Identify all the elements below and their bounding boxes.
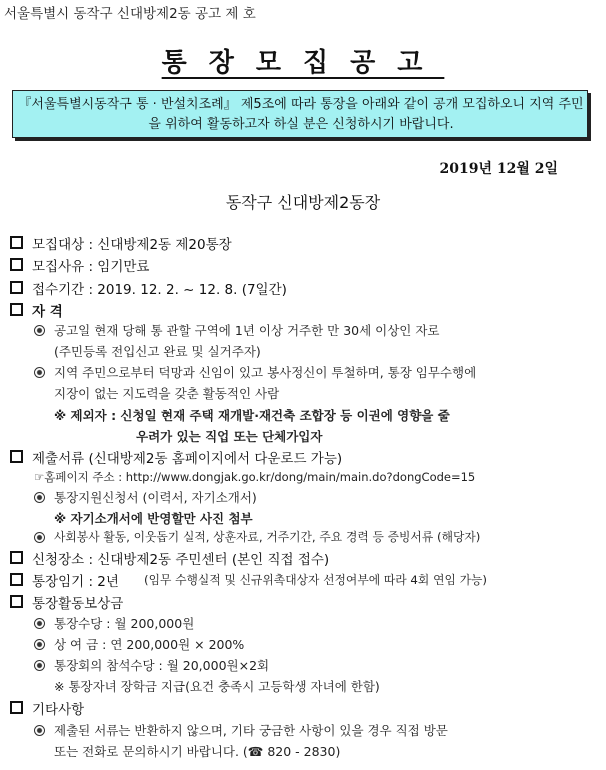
qualification-2: 지역 주민으로부터 덕망과 신임이 있고 봉사정신이 투철하며, 통장 임무수행에 <box>54 365 477 380</box>
application-place: 신청장소 : 신대방제2동 주민센터 (본인 직접 접수) <box>32 552 330 568</box>
term-detail: (임무 수행실적 및 신규위촉대상자 선정여부에 따라 4회 연임 가능) <box>144 573 488 587</box>
recruit-target: 모집대상 : 신대방제2동 제20통장 <box>32 237 232 253</box>
etc-title: 기타사항 <box>32 702 85 718</box>
checkbox-icon <box>10 701 23 714</box>
documents-title: 제출서류 (신대방제2동 홈페이지에서 다운로드 가능) <box>32 451 343 467</box>
documents-1-note: ※ 자기소개서에 반영할만 사진 첨부 <box>54 511 253 526</box>
checkbox-icon <box>10 281 23 294</box>
documents-1: 통장지원신청서 (이력서, 자기소개서) <box>54 490 257 505</box>
bullet-icon <box>34 492 45 503</box>
scholarship-note: ※ 통장자녀 장학금 지급(요건 충족시 고등학생 자녀에 한함) <box>54 679 380 694</box>
notice-text: 『서울특별시동작구 통 · 반설치조례』 제5조에 따라 통장을 아래와 같이 공개 모집하오니 지역 주민을 위하여 활동하고자 하실 분은 신청하시기 바랍니다. <box>18 97 584 132</box>
checkbox-icon <box>10 595 23 608</box>
qualification-1-note: (주민등록 전입신고 완료 및 실거주자) <box>54 344 261 359</box>
bullet-icon <box>34 639 45 650</box>
announcement-date: 2019년 12월 2일 <box>439 161 558 177</box>
homepage-url: ☞홈페이지 주소 : http://www.dongjak.go.kr/dong/main/main.do?dongCode=15 <box>34 470 476 484</box>
compensation-1: 통장수당 : 월 200,000원 <box>54 616 195 631</box>
checkbox-icon <box>10 551 23 564</box>
etc-note: 제출된 서류는 반환하지 않으며, 기타 궁금한 사항이 있을 경우 직접 방문 <box>54 723 448 738</box>
application-period: 접수기간 : 2019. 12. 2. ~ 12. 8. (7일간) <box>32 282 287 298</box>
bullet-icon <box>34 367 45 378</box>
exclusion-note-cont: 우려가 있는 직업 또는 단체가입자 <box>136 429 323 444</box>
page-title: 통장모집공고 <box>161 48 445 78</box>
qualification-1: 공고일 현재 당해 통 관할 구역에 1년 이상 거주한 만 30세 이상인 자로 <box>54 323 440 338</box>
etc-note-cont: 또는 전화로 문의하시기 바랍니다. (☎ 820 - 2830) <box>54 744 341 759</box>
term-label: 통장임기 : 2년 <box>32 574 119 590</box>
checkbox-icon <box>10 450 23 463</box>
compensation-title: 통장활동보상금 <box>32 596 124 612</box>
exclusion-note: ※ 제외자 : 신청일 현재 주택 재개발·재건축 조합장 등 이권에 영향을 줄 <box>54 408 450 423</box>
qualification-title: 자 격 <box>32 304 63 320</box>
bullet-icon <box>34 660 45 671</box>
bullet-icon <box>34 725 45 736</box>
compensation-3: 통장회의 참석수당 : 월 20,000원×2회 <box>54 658 270 673</box>
recruit-reason: 모집사유 : 임기만료 <box>32 259 150 275</box>
checkbox-icon <box>10 236 23 249</box>
qualification-2-cont: 지장이 없는 지도력을 갖춘 활동적인 사람 <box>54 386 280 401</box>
checkbox-icon <box>10 573 23 586</box>
bullet-icon <box>34 618 45 629</box>
bullet-icon <box>34 532 45 543</box>
issuer: 동작구 신대방제2동장 <box>225 193 381 212</box>
checkbox-icon <box>10 258 23 271</box>
checkbox-icon <box>10 303 23 316</box>
documents-2: 사회봉사 활동, 이웃돕기 실적, 상훈자료, 거주기간, 주요 경력 등 증빙서류 (해당자) <box>54 530 481 544</box>
compensation-2: 상 여 금 : 연 200,000원 × 200% <box>54 637 245 652</box>
document-header: 서울특별시 동작구 신대방제2동 공고 제 호 <box>4 6 256 22</box>
bullet-icon <box>34 325 45 336</box>
